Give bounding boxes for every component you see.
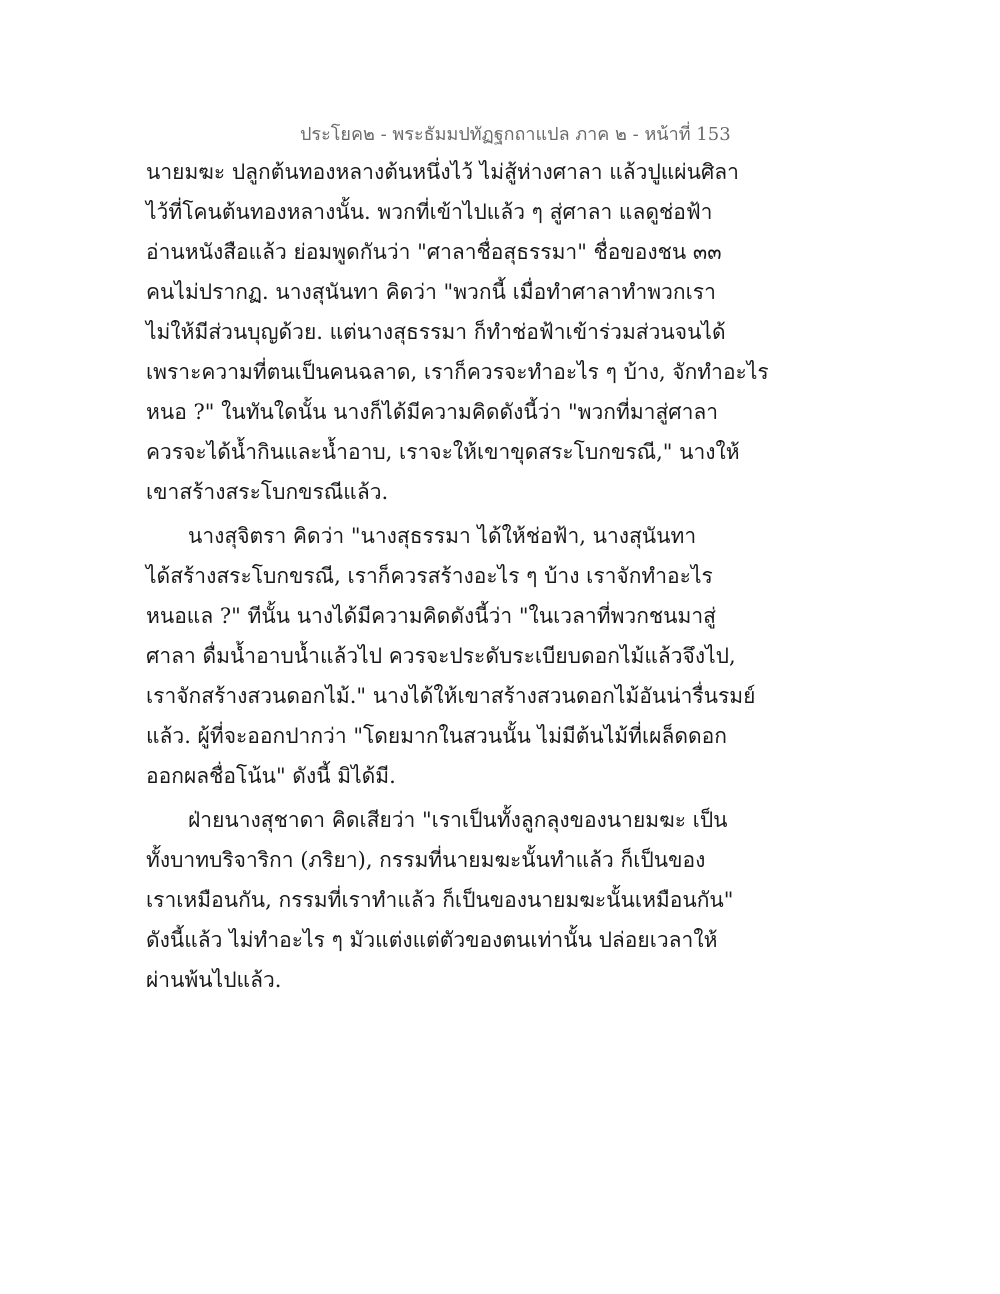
page-body — [146, 152, 769, 1000]
paragraph-3 — [146, 800, 734, 1000]
text-line: ฝ่ายนางสุชาดา คิดเสียว่า "เราเป็นทั้งลูกลุงของนายมฆะ เป็น — [188, 808, 728, 832]
paragraph-2 — [146, 516, 756, 796]
text-line: หนอแล ?" ทีนั้น นางได้มีความคิดดังนี้ว่า "ในเวลาที่พวกชนมาสู่ — [146, 604, 716, 628]
text-line: นางสุจิตรา คิดว่า "นางสุธรรมา ได้ให้ช่อฟ้า, นางสุนันทา — [188, 524, 697, 548]
paragraph-1 — [146, 152, 769, 512]
text-line: เขาสร้างสระโบกขรณีแล้ว. — [146, 480, 389, 504]
text-line: ทั้งบาทบริจาริกา (ภริยา), กรรมที่นายมฆะนั้นทำแล้ว ก็เป็นของ — [146, 848, 706, 872]
text-line: ควรจะได้น้ำกินและน้ำอาบ, เราจะให้เขาขุดสระโบกขรณี," นางให้ — [146, 440, 740, 464]
text-line: ไม่ให้มีส่วนบุญด้วย. แต่นางสุธรรมา ก็ทำช่อฟ้าเข้าร่วมส่วนจนได้ — [146, 320, 726, 344]
page-header — [300, 122, 731, 148]
text-line: ไว้ที่โคนต้นทองหลางนั้น. พวกที่เข้าไปแล้ว ๆ สู่ศาลา แลดูช่อฟ้า — [146, 200, 713, 224]
text-line: ออกผลชื่อโน้น" ดังนี้ มิได้มี. — [146, 764, 396, 788]
text-line: ศาลา ดื่มน้ำอาบน้ำแล้วไป ควรจะประดับระเบียบดอกไม้แล้วจึงไป, — [146, 644, 736, 668]
text-line: เราจักสร้างสวนดอกไม้." นางได้ให้เขาสร้างสวนดอกไม้อันน่ารื่นรมย์ — [146, 684, 756, 708]
text-line: หนอ ?" ในทันใดนั้น นางก็ได้มีความคิดดังนี้ว่า "พวกที่มาสู่ศาลา — [146, 400, 719, 424]
text-line: ได้สร้างสระโบกขรณี, เราก็ควรสร้างอะไร ๆ บ้าง เราจักทำอะไร — [146, 564, 713, 588]
text-line: แล้ว. ผู้ที่จะออกปากว่า "โดยมากในสวนนั้น ไม่มีต้นไม้ที่เผล็ดดอก — [146, 724, 727, 748]
text-line: ดังนี้แล้ว ไม่ทำอะไร ๆ มัวแต่งแต่ตัวของตนเท่านั้น ปล่อยเวลาให้ — [146, 928, 718, 952]
text-line: คนไม่ปรากฏ. นางสุนันทา คิดว่า "พวกนี้ เมื่อทำศาลาทำพวกเรา — [146, 280, 716, 304]
text-line: อ่านหนังสือแล้ว ย่อมพูดกันว่า "ศาลาชื่อสุธรรมา" ชื่อของชน ๓๓ — [146, 240, 722, 264]
running-title: ประโยค๒ - พระธัมมปทัฏฐกถาแปล ภาค ๒ - หน้าที่ 153 — [300, 124, 731, 145]
text-line: ผ่านพ้นไปแล้ว. — [146, 968, 282, 992]
text-line: เพราะความที่ตนเป็นคนฉลาด, เราก็ควรจะทำอะไร ๆ บ้าง, จักทำอะไร — [146, 360, 769, 384]
text-line: นายมฆะ ปลูกต้นทองหลางต้นหนึ่งไว้ ไม่สู้ห่างศาลา แล้วปูแผ่นศิลา — [146, 160, 739, 184]
text-line: เราเหมือนกัน, กรรมที่เราทำแล้ว ก็เป็นของนายมฆะนั้นเหมือนกัน" — [146, 888, 734, 912]
